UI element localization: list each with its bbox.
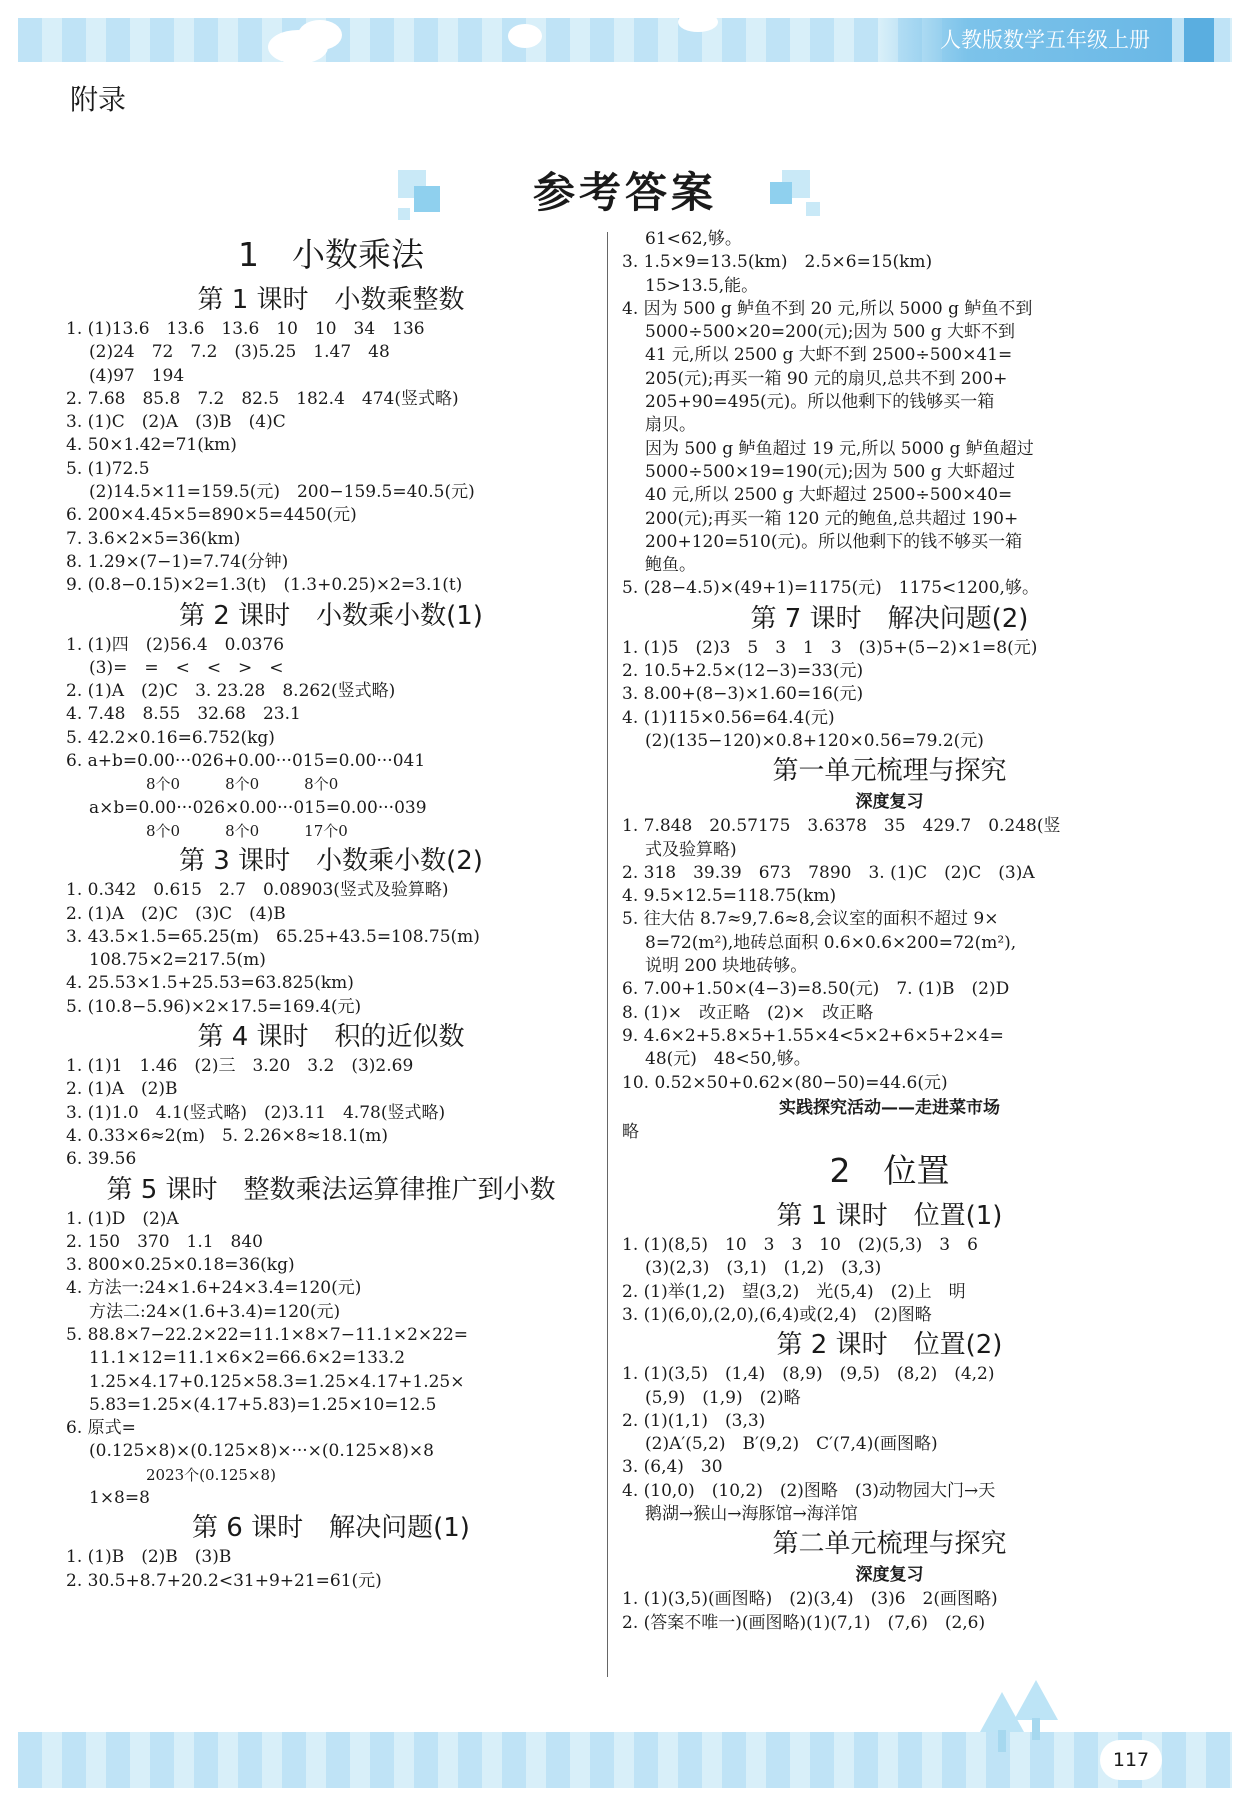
lesson-heading: 第 2 课时 位置(2)	[776, 1330, 1003, 1361]
answer-continuation: a×b=0.00···026×0.00···015=0.00···039	[89, 797, 427, 818]
cloud-decoration	[678, 12, 718, 32]
answer-line: 4. 0.33×6≈2(m) 5. 2.26×8≈18.1(m)	[66, 1125, 388, 1146]
answer-line: 2. (1)(1,1) (3,3)	[622, 1410, 766, 1431]
answer-continuation: 5000÷500×20=200(元);因为 500 g 大虾不到	[645, 322, 1016, 343]
page-title: 参考答案	[532, 168, 717, 217]
lesson-heading: 第 2 课时 小数乘小数(1)	[179, 600, 483, 631]
answer-continuation: 1.25×4.17+0.125×58.3=1.25×4.17+1.25×	[89, 1371, 465, 1392]
answer-continuation: 鹅湖→猴山→海豚馆→海洋馆	[645, 1504, 858, 1525]
answer-line: 3. (1)(6,0),(2,0),(6,4)或(2,4) (2)图略	[622, 1304, 932, 1325]
answer-line: 7. 3.6×2×5=36(km)	[66, 528, 241, 549]
answer-line: 2. (1)A (2)B	[66, 1079, 178, 1100]
cloud-decoration	[298, 20, 342, 50]
answer-continuation: (2)14.5×11=159.5(元) 200−159.5=40.5(元)	[89, 482, 475, 503]
answer-line: 略	[622, 1121, 639, 1142]
answer-line: 4. 9.5×12.5=118.75(km)	[622, 886, 837, 907]
chapter-heading: 1 小数乘法	[238, 235, 424, 274]
answer-line: 2. 318 39.39 673 7890 3. (1)C (2)C (3)A	[622, 862, 1035, 883]
answer-continuation: 8=72(m²),地砖总面积 0.6×0.6×200=72(m²),	[645, 932, 1017, 953]
tag-end-block	[1184, 18, 1214, 62]
answer-continuation: 108.75×2=217.5(m)	[89, 950, 266, 971]
lesson-heading: 第 1 课时 位置(1)	[776, 1201, 1003, 1232]
page-number: 117	[1100, 1740, 1162, 1780]
answer-continuation: (5,9) (1,9) (2)略	[645, 1387, 801, 1408]
tree-trunk	[998, 1730, 1006, 1752]
answer-line: 3. 8.00+(8−3)×1.60=16(元)	[622, 684, 864, 705]
answer-line: 2. 7.68 85.8 7.2 82.5 182.4 474(竖式略)	[66, 388, 459, 409]
answer-continuation: (2)24 72 7.2 (3)5.25 1.47 48	[89, 342, 390, 363]
answer-continuation: 鲍鱼。	[645, 555, 696, 576]
answer-line: 8. 1.29×(7−1)=7.74(分钟)	[66, 551, 289, 572]
answer-line: 3. (1)C (2)A (3)B (4)C	[66, 412, 286, 433]
answer-line: 6. 7.00+1.50×(4−3)=8.50(元) 7. (1)B (2)D	[622, 979, 1010, 1000]
answer-line: 2. (1)A (2)C (3)C (4)B	[66, 903, 286, 924]
answer-continuation: 200(元);再买一箱 120 元的鲍鱼,总共超过 190+	[645, 508, 1019, 529]
answer-line: 10. 0.52×50+0.62×(80−50)=44.6(元)	[622, 1072, 948, 1093]
answer-continuation: 205(元);再买一箱 90 元的扇贝,总共不到 200+	[645, 368, 1008, 389]
answer-continuation: 11.1×12=11.1×6×2=66.6×2=133.2	[89, 1348, 406, 1369]
answer-line: 4. 方法一:24×1.6+24×3.4=120(元)	[66, 1278, 362, 1299]
answer-line: 4. 25.53×1.5+25.53=63.825(km)	[66, 973, 354, 994]
answer-continuation: (3)= = < < > <	[89, 657, 284, 678]
answer-continuation: 200+120=510(元)。所以他剩下的钱不够买一箱	[645, 531, 1023, 552]
answer-continuation: 48(元) 48<50,够。	[645, 1049, 811, 1070]
answer-continuation: 式及验算略)	[645, 839, 737, 860]
answer-line: 1. (1)B (2)B (3)B	[66, 1547, 232, 1568]
section-subheading: 深度复习	[855, 1565, 924, 1586]
left-column	[66, 228, 596, 1593]
answer-line: 5. 往大估 8.7≈9,7.6≈8,会议室的面积不超过 9×	[622, 909, 999, 930]
answer-line: 5. 42.2×0.16=6.752(kg)	[66, 727, 275, 748]
annotation-note: 8个0 8个0 8个0	[146, 775, 339, 794]
answer-line: 1. (1)5 (2)3 5 3 1 3 (3)5+(5−2)×1=8(元)	[622, 637, 1038, 658]
annotation-note: 8个0 8个0 17个0	[146, 821, 348, 840]
lesson-heading: 第 7 课时 解决问题(2)	[750, 603, 1029, 634]
annotation-note: 2023个(0.125×8)	[146, 1465, 276, 1484]
answer-line: 1. (1)(3,5)(画图略) (2)(3,4) (3)6 2(画图略)	[622, 1589, 998, 1610]
chapter-heading: 2 位置	[829, 1151, 950, 1191]
lesson-heading: 第 6 课时 解决问题(1)	[192, 1513, 470, 1544]
right-column	[622, 228, 1157, 1635]
footer-banner	[18, 1732, 1232, 1788]
answer-continuation: (3)(2,3) (3,1) (1,2) (3,3)	[645, 1258, 882, 1279]
answer-line: 4. (10,0) (10,2) (2)图略 (3)动物园大门→天	[622, 1480, 996, 1501]
column-divider	[607, 232, 608, 1677]
answer-line: 2. 10.5+2.5×(12−3)=33(元)	[622, 661, 864, 682]
answer-line: 5. (10.8−5.96)×2×17.5=169.4(元)	[66, 996, 362, 1017]
answer-line: 2. 30.5+8.7+20.2<31+9+21=61(元)	[66, 1570, 382, 1591]
answer-line: 2. (答案不唯一)(画图略)(1)(7,1) (7,6) (2,6)	[622, 1612, 986, 1633]
answer-line: 4. 50×1.42=71(km)	[66, 435, 237, 456]
appendix-label: 附录	[70, 83, 127, 116]
answer-line: 3. 43.5×1.5=65.25(m) 65.25+43.5=108.75(m)	[66, 926, 480, 947]
answer-line: 1. (1)四 (2)56.4 0.0376	[66, 634, 285, 655]
answer-line: 3. 800×0.25×0.18=36(kg)	[66, 1255, 295, 1276]
answer-continuation: 15>13.5,能。	[645, 275, 759, 296]
answer-continuation: 40 元,所以 2500 g 大虾超过 2500÷500×40=	[645, 485, 1013, 506]
lesson-heading: 第 4 课时 积的近似数	[197, 1022, 465, 1053]
answer-continuation: 41 元,所以 2500 g 大虾不到 2500÷500×41=	[645, 345, 1013, 366]
answer-line: 8. (1)× 改正略 (2)× 改正略	[622, 1002, 874, 1023]
answer-continuation: 61<62,够。	[645, 229, 742, 249]
answer-line: 6. 原式=	[66, 1418, 136, 1439]
answer-line: 5. 88.8×7−22.2×22=11.1×8×7−11.1×2×22=	[66, 1324, 468, 1345]
answer-continuation: (4)97 194	[89, 365, 185, 386]
section-subheading: 深度复习	[855, 792, 924, 813]
answer-line: 5. (1)72.5	[66, 458, 150, 479]
answer-line: 5. (28−4.5)×(49+1)=1175(元) 1175<1200,够。	[622, 578, 1039, 599]
answer-continuation: 205+90=495(元)。所以他剩下的钱够买一箱	[645, 392, 995, 413]
answer-continuation: 说明 200 块地砖够。	[645, 956, 808, 977]
answer-line: 9. (0.8−0.15)×2=1.3(t) (1.3+0.25)×2=3.1(t)	[66, 575, 463, 596]
tree-decoration	[1014, 1680, 1058, 1720]
answer-line: 6. 200×4.45×5=890×5=4450(元)	[66, 505, 357, 526]
answer-line: 2. (1)举(1,2) 望(3,2) 光(5,4) (2)上 明	[622, 1281, 966, 1302]
answer-continuation: 扇贝。	[645, 415, 696, 436]
lesson-heading: 第 1 课时 小数乘整数	[197, 285, 465, 315]
answer-line: 1. (1)D (2)A	[66, 1208, 179, 1229]
answer-line: 1. (1)(8,5) 10 3 3 10 (2)(5,3) 3 6	[622, 1235, 978, 1256]
answer-line: 1. (1)1 1.46 (2)三 3.20 3.2 (3)2.69	[66, 1056, 414, 1077]
answer-continuation: 5000÷500×19=190(元);因为 500 g 大虾超过	[645, 461, 1016, 482]
answer-line: 3. (6,4) 30	[622, 1457, 723, 1478]
answer-line: 1. (1)13.6 13.6 13.6 10 10 34 136	[66, 319, 425, 339]
answer-line: 1. (1)(3,5) (1,4) (8,9) (9,5) (8,2) (4,2)	[622, 1364, 995, 1385]
header-banner	[18, 18, 1232, 62]
answer-continuation: (0.125×8)×(0.125×8)×···×(0.125×8)×8	[89, 1441, 434, 1462]
book-tag: 人教版数学五年级上册	[880, 18, 1172, 62]
answer-line: 1. 7.848 20.57175 3.6378 35 429.7 0.248(竖	[622, 816, 1061, 837]
answer-continuation: 1×8=8	[89, 1488, 150, 1509]
lesson-heading: 第一单元梳理与探究	[772, 756, 1007, 787]
answer-line: 2. (1)A (2)C 3. 23.28 8.262(竖式略)	[66, 681, 396, 702]
section-subheading: 实践探究活动——走进菜市场	[779, 1097, 1000, 1118]
answer-line: 9. 4.6×2+5.8×5+1.55×4<5×2+6×5+2×4=	[622, 1025, 1004, 1046]
lesson-heading: 第 3 课时 小数乘小数(2)	[179, 846, 483, 877]
lesson-heading: 第 5 课时 整数乘法运算律推广到小数	[106, 1174, 556, 1205]
answer-line: 3. 1.5×9=13.5(km) 2.5×6=15(km)	[622, 252, 933, 273]
lesson-heading: 第二单元梳理与探究	[772, 1529, 1007, 1560]
answer-line: 4. 因为 500 g 鲈鱼不到 20 元,所以 5000 g 鲈鱼不到	[622, 298, 1033, 319]
answer-line: 4. 7.48 8.55 32.68 23.1	[66, 704, 301, 725]
answer-line: 6. 39.56	[66, 1149, 137, 1170]
tree-trunk	[1032, 1718, 1040, 1740]
answer-continuation: (2)(135−120)×0.8+120×0.56=79.2(元)	[645, 730, 984, 751]
answer-line: 3. (1)1.0 4.1(竖式略) (2)3.11 4.78(竖式略)	[66, 1102, 446, 1123]
answer-continuation: 5.83=1.25×(4.17+5.83)=1.25×10=12.5	[89, 1394, 437, 1415]
answer-continuation: (2)A′(5,2) B′(9,2) C′(7,4)(画图略)	[645, 1434, 938, 1455]
answer-continuation: 因为 500 g 鲈鱼超过 19 元,所以 5000 g 鲈鱼超过	[645, 438, 1034, 459]
answer-line: 4. (1)115×0.56=64.4(元)	[622, 707, 835, 728]
answer-continuation: 方法二:24×(1.6+3.4)=120(元)	[89, 1301, 341, 1322]
answer-line: 6. a+b=0.00···026+0.00···015=0.00···041	[66, 751, 426, 772]
cloud-decoration	[508, 24, 542, 48]
answer-line: 2. 150 370 1.1 840	[66, 1231, 264, 1252]
answer-line: 1. 0.342 0.615 2.7 0.08903(竖式及验算略)	[66, 880, 449, 901]
